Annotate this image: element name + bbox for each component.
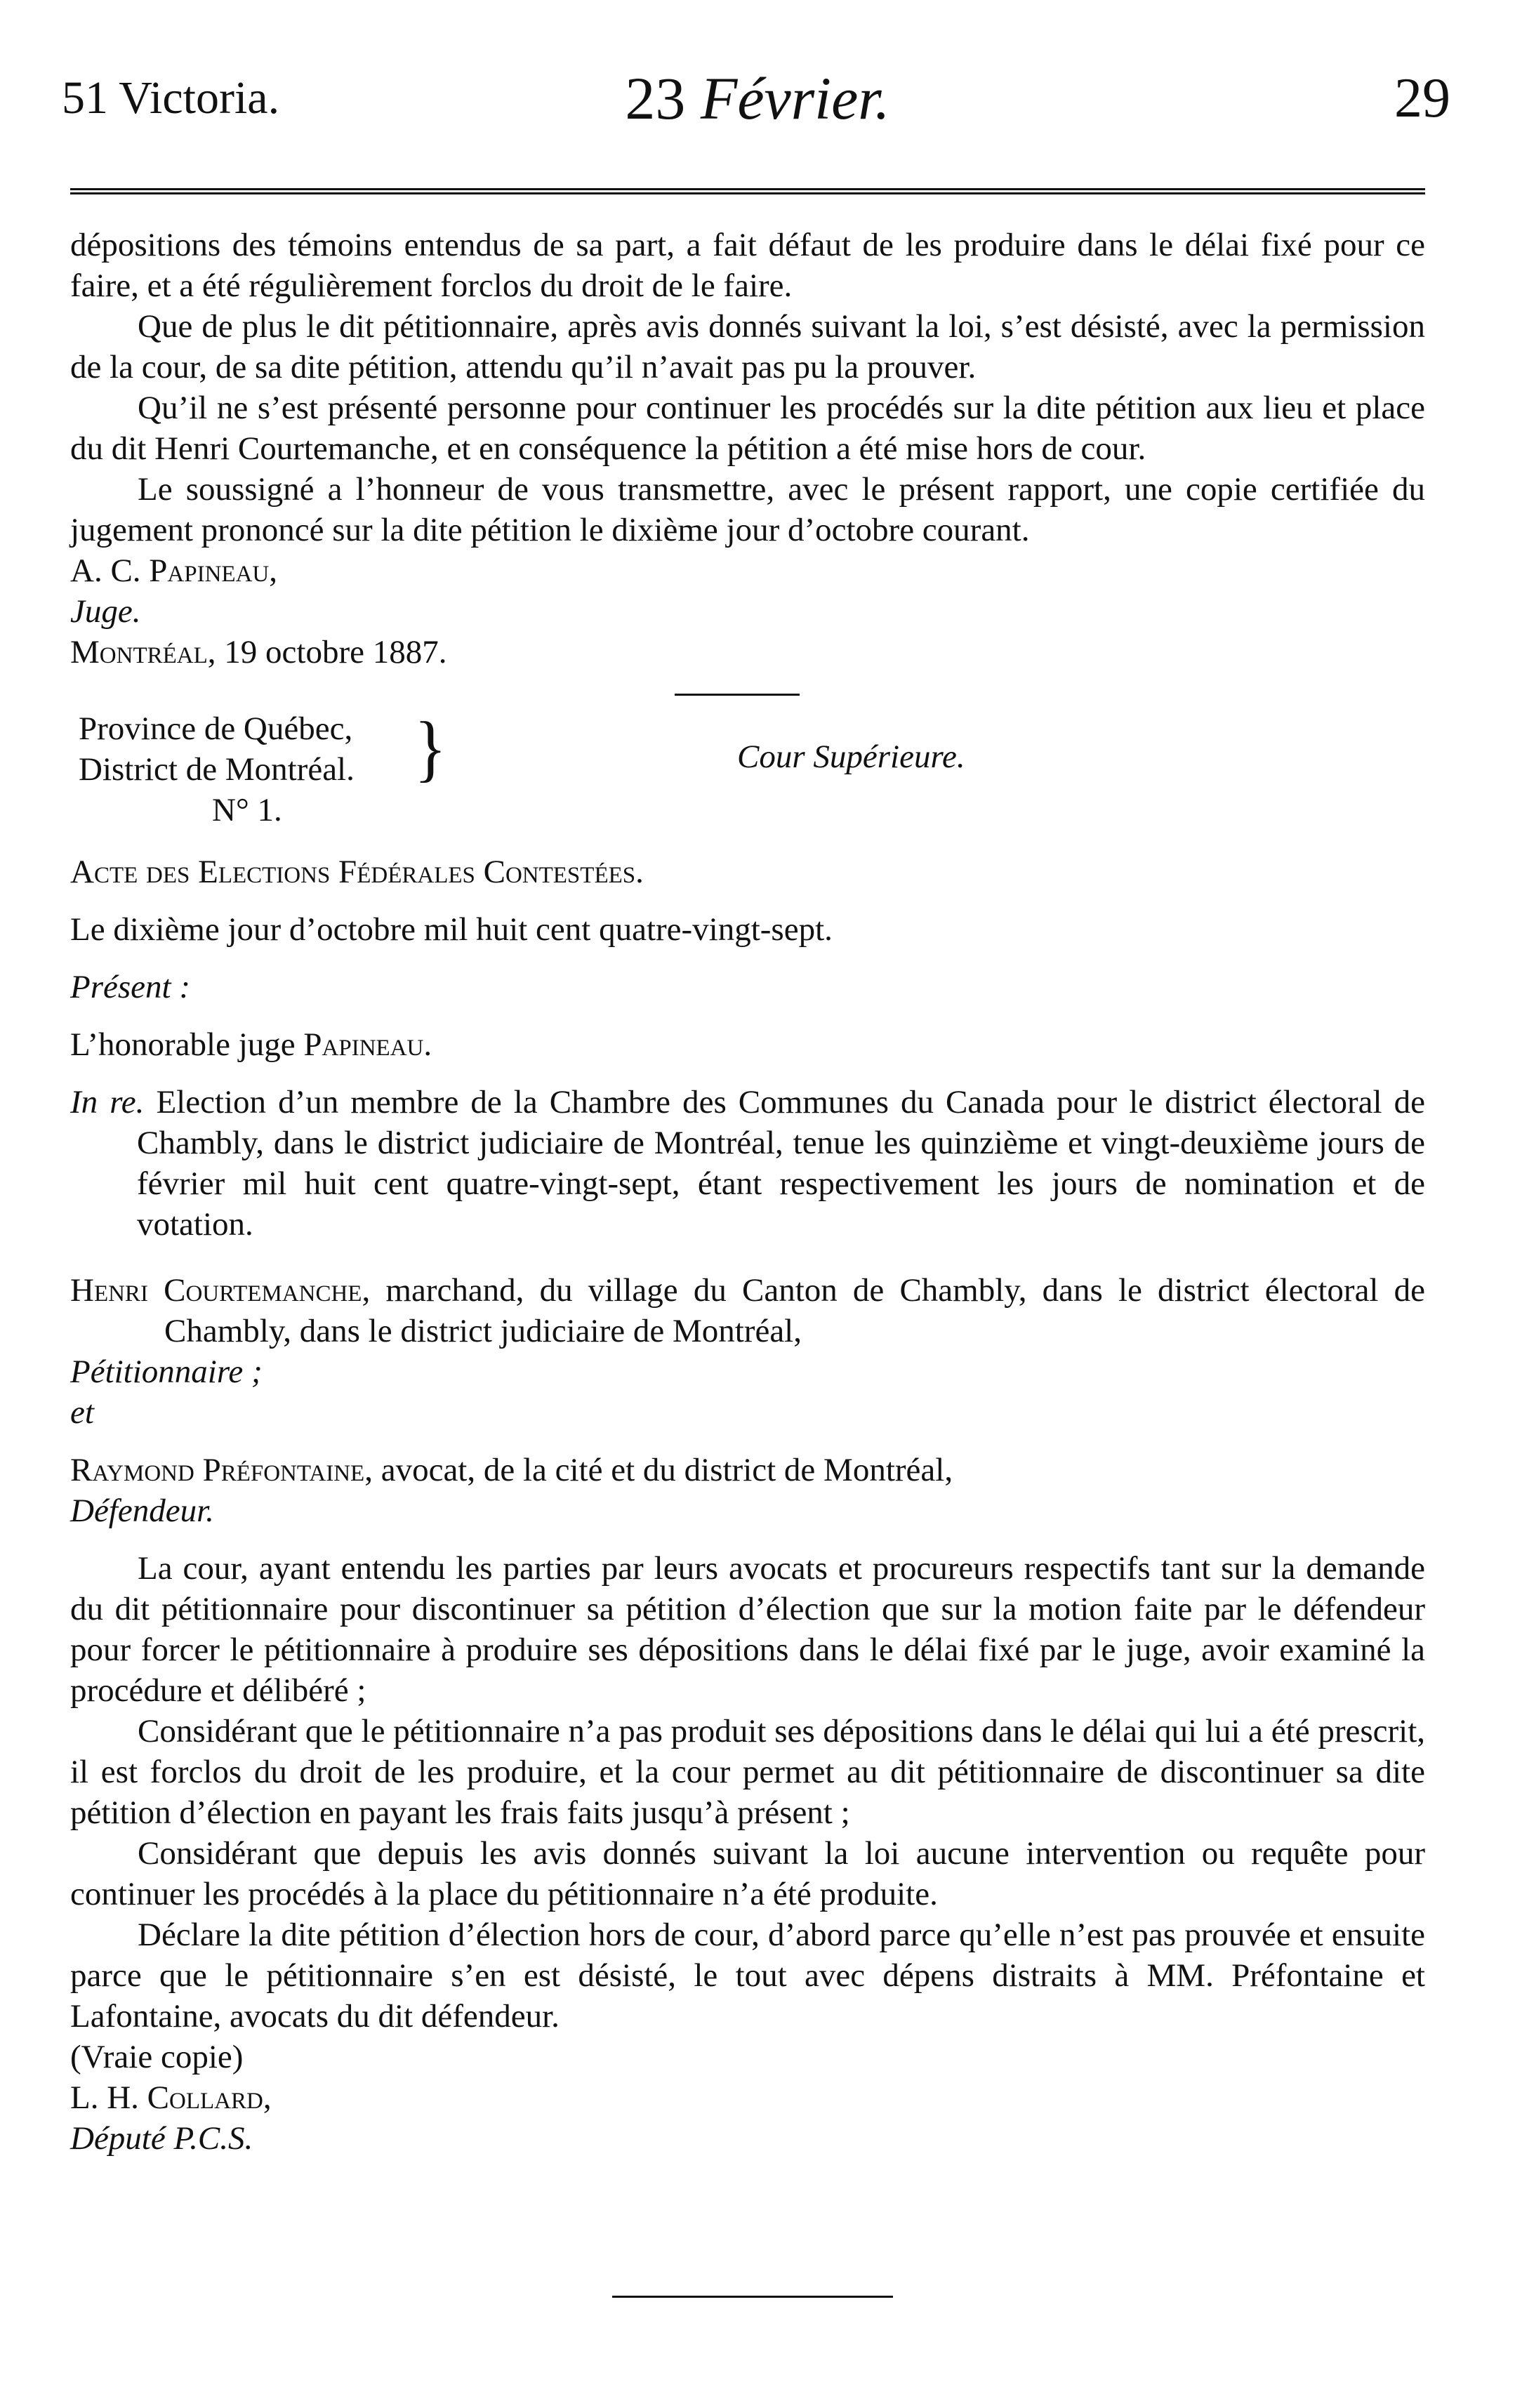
paragraph-desistement: Que de plus le dit pétitionnaire, après avis donnés suivant la loi, s’est désisté, avec la permission de la cour, de sa dite pétition, attendu qu’il n’avait pas pu la prouver.: [70, 308, 1425, 385]
judge-line-name: Papineau.: [303, 1026, 432, 1063]
section-divider: [675, 694, 800, 696]
running-header-left: 51 Victoria.: [62, 72, 280, 124]
judge-title: Juge.: [70, 593, 141, 630]
page-body: [70, 225, 1425, 2159]
bottom-divider: [612, 2296, 893, 2298]
present-label: Présent :: [70, 969, 190, 1005]
caption-jurisdiction: [79, 708, 355, 831]
in-re-paragraph: [70, 1082, 1425, 1245]
petitioner-name: Henri Courtemanche,: [70, 1272, 371, 1309]
petitioner-block: [70, 1270, 1425, 1351]
report-date: [70, 632, 1425, 673]
defendant-block: [70, 1450, 1425, 1490]
petitioner-role: Pétitionnaire ;: [70, 1354, 263, 1390]
judgment-paragraph-4: Déclare la dite pétition d’élection hors de cour, d’abord parce qu’elle n’est pas prouvée et ensuite parce que le pétitionnaire s’en est désisté, le tout avec dépens distraits à MM. Préfontaine et Lafontaine, avocats du dit défendeur.: [70, 1917, 1425, 2035]
caption-number: N° 1.: [212, 792, 282, 828]
defendant-role: Défendeur.: [70, 1493, 214, 1529]
header-double-rule: [70, 188, 1425, 194]
defendant-name: Raymond Préfontaine,: [70, 1452, 373, 1488]
presiding-judge: [70, 1024, 1425, 1065]
judge-name: A. C. Papineau,: [70, 553, 278, 589]
in-re-label: In re.: [70, 1084, 145, 1120]
true-copy-label: (Vraie copie): [70, 2039, 244, 2075]
caption-district: District de Montréal.: [79, 751, 355, 788]
report-date-value: 19 octobre 1887.: [224, 634, 447, 670]
caption-court: Cour Supérieure.: [737, 739, 965, 775]
judge-signature: [70, 550, 1425, 591]
clerk-title: Député P.C.S.: [70, 2120, 253, 2157]
paragraph-continuation: Qu’il ne s’est présenté personne pour continuer les procédés sur la dite pétition aux lieu et place du dit Henri Courtemanche, et en conséquence la pétition a été mise hors de cour.: [70, 390, 1425, 467]
header-month: Février.: [700, 65, 890, 132]
judge-line-prefix: L’honorable juge: [70, 1026, 296, 1063]
judgment-paragraph-2: Considérant que le pétitionnaire n’a pas produit ses dépositions dans le délai qui lui a été prescrit, il est forclos du droit de les produire, et la cour permet au dit pétitionnaire de discontinuer sa dite pétition d’élection en payant les frais faits jusqu’à présent ;: [70, 1713, 1425, 1831]
clerk-name: L. H. Collard,: [70, 2079, 272, 2116]
in-re-text: Election d’un membre de la Chambre des Communes du Canada pour le district électoral de Chambly, dans le district judiciaire de Montréal, tenue les quinzième et vingt-deuxième jours de février mil huit cent quatre-vingt-sept, étant respectivement les jours de nomination et de votation.: [137, 1084, 1425, 1243]
paragraph-depositions: dépositions des témoins entendus de sa part, a fait défaut de les produire dans le délai fixé pour ce faire, et a été régulièrement forclos du droit de le faire.: [70, 227, 1425, 304]
judgment-paragraph-1: La cour, ayant entendu les parties par leurs avocats et procureurs respectifs tant sur la demande du dit pétitionnaire pour discontinuer sa pétition d’élection que sur la motion faite par le défendeur pour forcer le pétitionnaire à produire ses dépositions dans le délai fixé par le juge, avoir examiné la procédure et délibéré ;: [70, 1550, 1425, 1709]
petitioner-description: marchand, du village du Canton de Chambly, dans le district électoral de Chambly, dans le district judiciaire de Montréal,: [164, 1272, 1426, 1349]
hearing-date: Le dixième jour d’octobre mil huit cent quatre-vingt-sept.: [70, 911, 833, 948]
running-header-date: [0, 65, 1515, 132]
defendant-description: avocat, de la cité et du district de Montréal,: [381, 1452, 953, 1488]
case-caption: [70, 708, 1425, 835]
judgment-paragraph-3: Considérant que depuis les avis donnés suivant la loi aucune intervention ou requête pour continuer les procédés à la place du pétitionnaire n’a été produite.: [70, 1835, 1425, 1912]
report-place: Montréal,: [70, 634, 216, 670]
et-connector: et: [70, 1394, 94, 1431]
caption-brace: }: [414, 706, 447, 790]
paragraph-transmission: Le soussigné a l’honneur de vous transmettre, avec le présent rapport, une copie certifiée du jugement prononcé sur la dite pétition le dixième jour d’octobre courant.: [70, 471, 1425, 548]
header-day: 23: [625, 65, 686, 132]
act-title: Acte des Elections Fédérales Contestées.: [70, 854, 644, 890]
caption-province: Province de Québec,: [79, 710, 353, 747]
page-number: 29: [1394, 67, 1450, 129]
